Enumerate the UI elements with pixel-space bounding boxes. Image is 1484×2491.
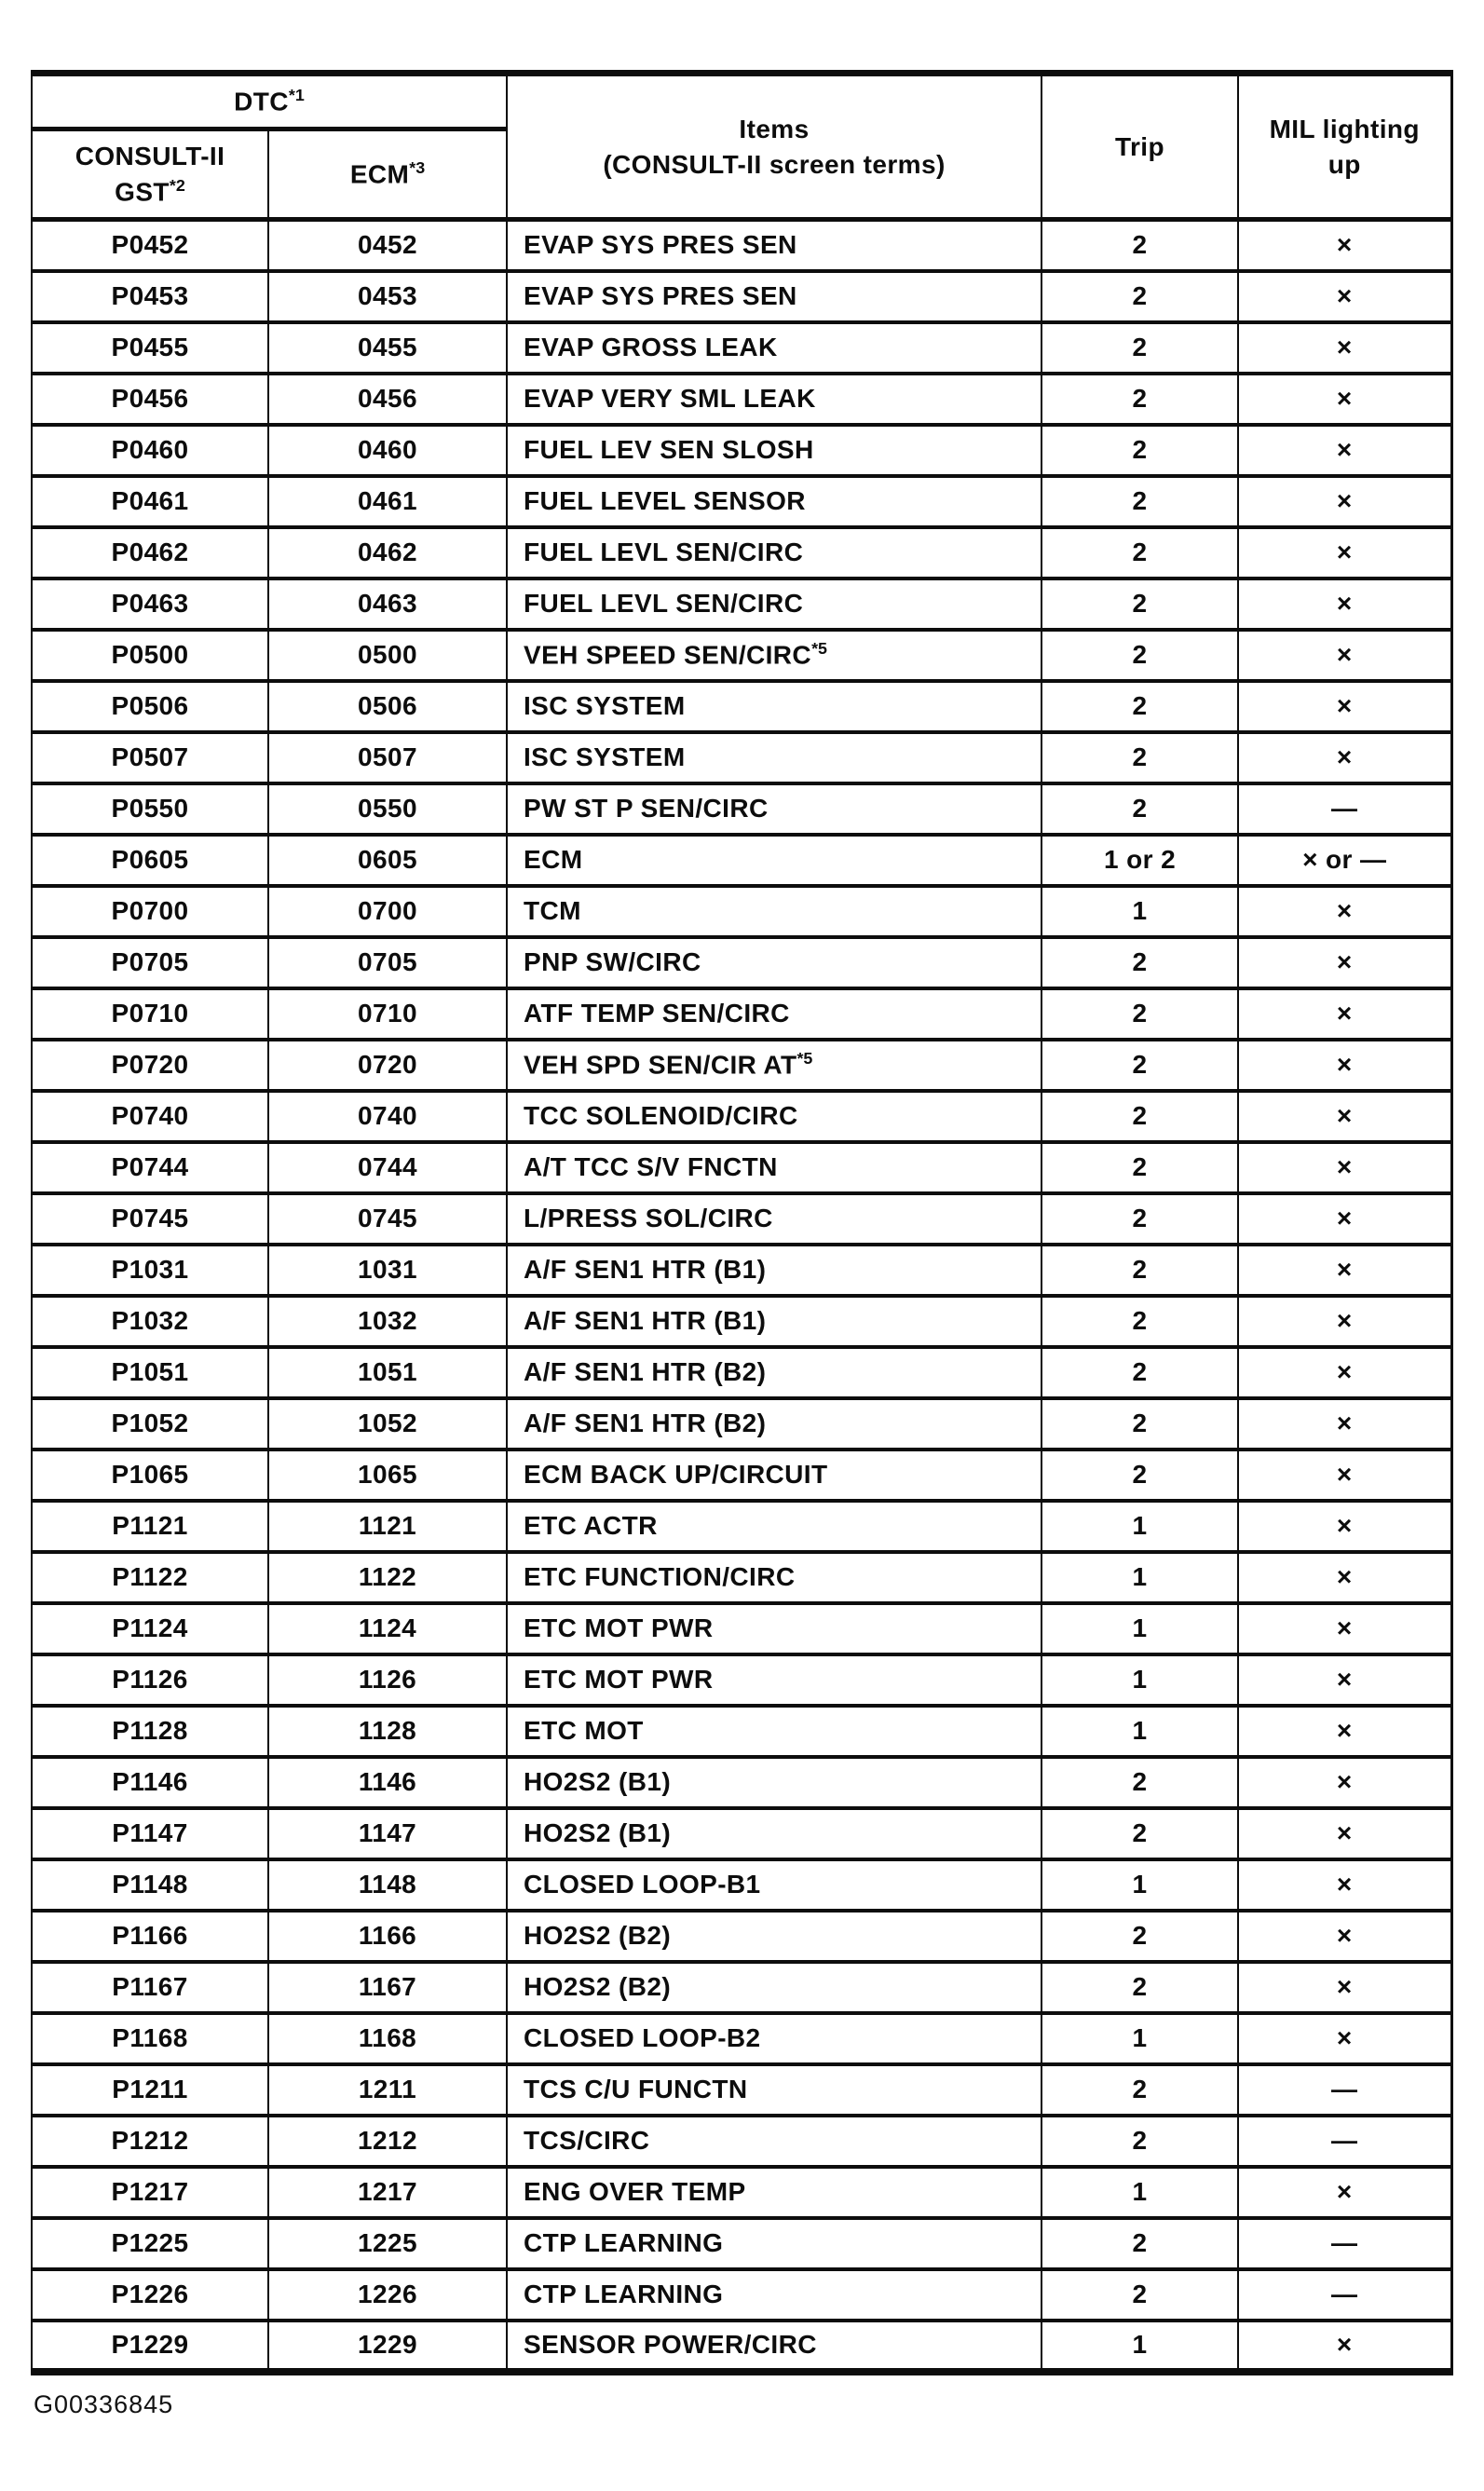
table-row	[32, 2013, 1451, 2064]
cell-mil: ×	[1238, 579, 1451, 630]
cell-ecm-code: 0744	[268, 1142, 507, 1193]
cell-ecm-code: 1065	[268, 1450, 507, 1501]
cell-gst-code: P0463	[32, 579, 268, 630]
table-row	[32, 988, 1451, 1040]
cell-mil: ×	[1238, 527, 1451, 579]
table-row	[32, 1142, 1451, 1193]
table-row	[32, 630, 1451, 681]
header-mil-line1: MIL lighting	[1269, 114, 1420, 143]
header-mil-line2: up	[1327, 149, 1361, 179]
cell-trip: 2	[1042, 1193, 1238, 1245]
cell-mil: ×	[1238, 630, 1451, 681]
cell-ecm-code: 0705	[268, 937, 507, 988]
cell-mil: ×	[1238, 1654, 1451, 1706]
cell-trip: 1	[1042, 1859, 1238, 1911]
cell-trip: 1	[1042, 1552, 1238, 1603]
table-row	[32, 476, 1451, 527]
cell-gst-code: P0507	[32, 732, 268, 783]
cell-mil: ×	[1238, 937, 1451, 988]
header-mil	[1238, 74, 1451, 220]
cell-item: FUEL LEV SEN SLOSH	[507, 425, 1042, 476]
cell-ecm-code: 1121	[268, 1501, 507, 1552]
cell-trip: 2	[1042, 783, 1238, 835]
cell-ecm-code: 0463	[268, 579, 507, 630]
cell-ecm-code: 0740	[268, 1091, 507, 1142]
table-row	[32, 681, 1451, 732]
cell-item: A/T TCC S/V FNCTN	[507, 1142, 1042, 1193]
header-ecm-footnote: *3	[409, 158, 426, 178]
cell-item: A/F SEN1 HTR (B2)	[507, 1347, 1042, 1398]
cell-gst-code: P0705	[32, 937, 268, 988]
cell-ecm-code: 0452	[268, 220, 507, 271]
cell-item: TCS C/U FUNCTN	[507, 2064, 1042, 2116]
cell-ecm-code: 1147	[268, 1808, 507, 1859]
cell-mil: ×	[1238, 1808, 1451, 1859]
cell-gst-code: P0550	[32, 783, 268, 835]
table-row	[32, 1757, 1451, 1808]
table-row	[32, 1962, 1451, 2013]
cell-ecm-code: 1124	[268, 1603, 507, 1654]
cell-ecm-code: 0455	[268, 322, 507, 374]
table-row	[32, 220, 1451, 271]
cell-gst-code: P0462	[32, 527, 268, 579]
cell-trip: 2	[1042, 322, 1238, 374]
cell-item: CTP LEARNING	[507, 2269, 1042, 2321]
table-row	[32, 1398, 1451, 1450]
cell-trip: 2	[1042, 1091, 1238, 1142]
table-row	[32, 2218, 1451, 2269]
cell-item: EVAP SYS PRES SEN	[507, 220, 1042, 271]
header-ecm	[268, 129, 507, 220]
table-row	[32, 1450, 1451, 1501]
table-row	[32, 322, 1451, 374]
table-row	[32, 579, 1451, 630]
cell-item: PW ST P SEN/CIRC	[507, 783, 1042, 835]
cell-gst-code: P0460	[32, 425, 268, 476]
cell-mil: ×	[1238, 1040, 1451, 1091]
header-ecm-label: ECM	[349, 159, 410, 189]
cell-gst-code: P0605	[32, 835, 268, 886]
cell-gst-code: P0461	[32, 476, 268, 527]
cell-trip: 2	[1042, 1962, 1238, 2013]
cell-gst-code: P0744	[32, 1142, 268, 1193]
table-row	[32, 783, 1451, 835]
cell-gst-code: P1167	[32, 1962, 268, 2013]
cell-ecm-code: 1146	[268, 1757, 507, 1808]
cell-trip: 1 or 2	[1042, 835, 1238, 886]
cell-gst-code: P0500	[32, 630, 268, 681]
cell-ecm-code: 0720	[268, 1040, 507, 1091]
cell-trip: 2	[1042, 2269, 1238, 2321]
cell-trip: 2	[1042, 1398, 1238, 1450]
cell-trip: 1	[1042, 2321, 1238, 2372]
cell-item: A/F SEN1 HTR (B1)	[507, 1296, 1042, 1347]
cell-gst-code: P0453	[32, 271, 268, 322]
cell-item: VEH SPEED SEN/CIRC$^{*5}$	[507, 630, 1042, 681]
cell-ecm-code: 1126	[268, 1654, 507, 1706]
cell-gst-code: P0745	[32, 1193, 268, 1245]
cell-mil: ×	[1238, 1193, 1451, 1245]
table-row	[32, 1501, 1451, 1552]
cell-trip: 2	[1042, 579, 1238, 630]
cell-item: SENSOR POWER/CIRC	[507, 2321, 1042, 2372]
dtc-table-body	[32, 220, 1451, 2372]
cell-item: PNP SW/CIRC	[507, 937, 1042, 988]
cell-ecm-code: 1225	[268, 2218, 507, 2269]
cell-gst-code: P1168	[32, 2013, 268, 2064]
cell-trip: 2	[1042, 1040, 1238, 1091]
cell-ecm-code: 0500	[268, 630, 507, 681]
cell-trip: 2	[1042, 220, 1238, 271]
cell-mil: —	[1238, 2116, 1451, 2167]
table-row	[32, 1245, 1451, 1296]
cell-ecm-code: 1052	[268, 1398, 507, 1450]
cell-trip: 2	[1042, 1347, 1238, 1398]
cell-gst-code: P1166	[32, 1911, 268, 1962]
cell-item: FUEL LEVEL SENSOR	[507, 476, 1042, 527]
header-trip	[1042, 74, 1238, 220]
cell-trip: 1	[1042, 1706, 1238, 1757]
header-items	[507, 74, 1042, 220]
cell-item: ENG OVER TEMP	[507, 2167, 1042, 2218]
cell-trip: 2	[1042, 374, 1238, 425]
cell-ecm-code: 1212	[268, 2116, 507, 2167]
cell-ecm-code: 1226	[268, 2269, 507, 2321]
cell-item: ISC SYSTEM	[507, 681, 1042, 732]
cell-trip: 2	[1042, 1245, 1238, 1296]
table-row	[32, 2167, 1451, 2218]
cell-gst-code: P0456	[32, 374, 268, 425]
cell-trip: 1	[1042, 1603, 1238, 1654]
table-row	[32, 1296, 1451, 1347]
cell-item: HO2S2 (B1)	[507, 1757, 1042, 1808]
cell-item: VEH SPD SEN/CIR AT$^{*5}$	[507, 1040, 1042, 1091]
cell-gst-code: P1229	[32, 2321, 268, 2372]
cell-mil: ×	[1238, 1911, 1451, 1962]
cell-mil: ×	[1238, 425, 1451, 476]
cell-mil: ×	[1238, 374, 1451, 425]
cell-gst-code: P0740	[32, 1091, 268, 1142]
table-row	[32, 2269, 1451, 2321]
dtc-table	[31, 70, 1453, 2375]
cell-gst-code: P1212	[32, 2116, 268, 2167]
cell-mil: ×	[1238, 886, 1451, 937]
cell-item: CTP LEARNING	[507, 2218, 1042, 2269]
cell-ecm-code: 0710	[268, 988, 507, 1040]
cell-gst-code: P1122	[32, 1552, 268, 1603]
cell-item: HO2S2 (B1)	[507, 1808, 1042, 1859]
cell-mil: ×	[1238, 1859, 1451, 1911]
cell-ecm-code: 1167	[268, 1962, 507, 2013]
cell-trip: 1	[1042, 1654, 1238, 1706]
cell-mil: ×	[1238, 2167, 1451, 2218]
cell-mil: ×	[1238, 1603, 1451, 1654]
cell-ecm-code: 1128	[268, 1706, 507, 1757]
cell-gst-code: P1217	[32, 2167, 268, 2218]
cell-trip: 1	[1042, 2167, 1238, 2218]
cell-item: FUEL LEVL SEN/CIRC	[507, 579, 1042, 630]
cell-item: ETC FUNCTION/CIRC	[507, 1552, 1042, 1603]
table-row	[32, 1347, 1451, 1398]
cell-item: CLOSED LOOP-B2	[507, 2013, 1042, 2064]
cell-ecm-code: 1148	[268, 1859, 507, 1911]
cell-trip: 2	[1042, 1808, 1238, 1859]
cell-item: TCC SOLENOID/CIRC	[507, 1091, 1042, 1142]
cell-item: EVAP SYS PRES SEN	[507, 271, 1042, 322]
cell-trip: 2	[1042, 1450, 1238, 1501]
cell-mil: ×	[1238, 732, 1451, 783]
cell-ecm-code: 1122	[268, 1552, 507, 1603]
cell-mil: ×	[1238, 1757, 1451, 1808]
cell-mil: ×	[1238, 1142, 1451, 1193]
cell-ecm-code: 0506	[268, 681, 507, 732]
table-row	[32, 1040, 1451, 1091]
cell-mil: ×	[1238, 681, 1451, 732]
cell-mil: ×	[1238, 1962, 1451, 2013]
cell-ecm-code: 0605	[268, 835, 507, 886]
cell-gst-code: P0452	[32, 220, 268, 271]
cell-mil: ×	[1238, 1501, 1451, 1552]
cell-trip: 2	[1042, 2116, 1238, 2167]
table-row	[32, 2064, 1451, 2116]
cell-mil: ×	[1238, 476, 1451, 527]
cell-ecm-code: 0460	[268, 425, 507, 476]
cell-gst-code: P1225	[32, 2218, 268, 2269]
cell-item: EVAP VERY SML LEAK	[507, 374, 1042, 425]
cell-item: TCS/CIRC	[507, 2116, 1042, 2167]
cell-ecm-code: 0462	[268, 527, 507, 579]
cell-ecm-code: 1166	[268, 1911, 507, 1962]
cell-item: ETC ACTR	[507, 1501, 1042, 1552]
cell-trip: 2	[1042, 2064, 1238, 2116]
table-row	[32, 1193, 1451, 1245]
cell-gst-code: P0455	[32, 322, 268, 374]
cell-gst-code: P1032	[32, 1296, 268, 1347]
header-consult-line1: CONSULT-II	[75, 142, 225, 171]
cell-gst-code: P1124	[32, 1603, 268, 1654]
cell-item: ISC SYSTEM	[507, 732, 1042, 783]
cell-ecm-code: 0745	[268, 1193, 507, 1245]
cell-item: ECM	[507, 835, 1042, 886]
cell-mil: ×	[1238, 1706, 1451, 1757]
header-gst-footnote: *2	[169, 175, 185, 195]
cell-item: HO2S2 (B2)	[507, 1911, 1042, 1962]
item-footnote: *5	[811, 639, 827, 659]
cell-item: TCM	[507, 886, 1042, 937]
table-row	[32, 1706, 1451, 1757]
cell-item: ETC MOT PWR	[507, 1654, 1042, 1706]
cell-ecm-code: 1168	[268, 2013, 507, 2064]
cell-gst-code: P0710	[32, 988, 268, 1040]
cell-gst-code: P1126	[32, 1654, 268, 1706]
cell-mil: ×	[1238, 988, 1451, 1040]
cell-mil: ×	[1238, 1091, 1451, 1142]
table-row	[32, 835, 1451, 886]
cell-mil: × or —	[1238, 835, 1451, 886]
table-row	[32, 1859, 1451, 1911]
cell-trip: 2	[1042, 1296, 1238, 1347]
header-dtc-label: DTC	[234, 87, 289, 116]
table-row	[32, 1552, 1451, 1603]
cell-trip: 2	[1042, 2218, 1238, 2269]
cell-ecm-code: 1217	[268, 2167, 507, 2218]
cell-mil: ×	[1238, 2013, 1451, 2064]
cell-item: L/PRESS SOL/CIRC	[507, 1193, 1042, 1245]
table-row	[32, 886, 1451, 937]
header-items-line1: Items	[739, 114, 810, 143]
cell-ecm-code: 1229	[268, 2321, 507, 2372]
cell-gst-code: P0700	[32, 886, 268, 937]
cell-trip: 2	[1042, 937, 1238, 988]
cell-ecm-code: 0507	[268, 732, 507, 783]
table-row	[32, 374, 1451, 425]
cell-mil: ×	[1238, 2321, 1451, 2372]
cell-trip: 2	[1042, 1757, 1238, 1808]
cell-gst-code: P1065	[32, 1450, 268, 1501]
cell-gst-code: P1128	[32, 1706, 268, 1757]
cell-ecm-code: 1051	[268, 1347, 507, 1398]
table-row	[32, 1911, 1451, 1962]
cell-trip: 2	[1042, 425, 1238, 476]
table-row	[32, 2321, 1451, 2372]
cell-trip: 1	[1042, 2013, 1238, 2064]
cell-item: ETC MOT PWR	[507, 1603, 1042, 1654]
cell-item: ATF TEMP SEN/CIRC	[507, 988, 1042, 1040]
header-consult-gst	[32, 129, 268, 220]
header-dtc-footnote: *1	[288, 86, 305, 105]
cell-gst-code: P1052	[32, 1398, 268, 1450]
cell-item: A/F SEN1 HTR (B1)	[507, 1245, 1042, 1296]
cell-trip: 2	[1042, 527, 1238, 579]
cell-mil: ×	[1238, 1552, 1451, 1603]
header-consult-line2: GST$^{*2}$	[115, 175, 185, 207]
cell-mil: —	[1238, 783, 1451, 835]
cell-gst-code: P1147	[32, 1808, 268, 1859]
cell-gst-code: P1211	[32, 2064, 268, 2116]
cell-mil: ×	[1238, 1296, 1451, 1347]
cell-item: ETC MOT	[507, 1706, 1042, 1757]
table-row	[32, 425, 1451, 476]
cell-gst-code: P0720	[32, 1040, 268, 1091]
item-footnote: *5	[796, 1049, 813, 1069]
cell-ecm-code: 0700	[268, 886, 507, 937]
cell-mil: ×	[1238, 1398, 1451, 1450]
cell-trip: 2	[1042, 1911, 1238, 1962]
figure-id: G00336845	[34, 2390, 174, 2418]
header-dtc	[32, 74, 507, 129]
table-row	[32, 1091, 1451, 1142]
cell-trip: 2	[1042, 476, 1238, 527]
cell-ecm-code: 0453	[268, 271, 507, 322]
cell-ecm-code: 1032	[268, 1296, 507, 1347]
cell-item: ECM BACK UP/CIRCUIT	[507, 1450, 1042, 1501]
cell-mil: ×	[1238, 271, 1451, 322]
cell-mil: ×	[1238, 322, 1451, 374]
cell-item: FUEL LEVL SEN/CIRC	[507, 527, 1042, 579]
table-row	[32, 1808, 1451, 1859]
header-trip-label: Trip	[1115, 131, 1164, 161]
cell-trip: 2	[1042, 681, 1238, 732]
cell-ecm-code: 1211	[268, 2064, 507, 2116]
cell-trip: 2	[1042, 1142, 1238, 1193]
cell-trip: 2	[1042, 271, 1238, 322]
cell-item: EVAP GROSS LEAK	[507, 322, 1042, 374]
cell-gst-code: P1148	[32, 1859, 268, 1911]
cell-ecm-code: 0461	[268, 476, 507, 527]
table-row	[32, 732, 1451, 783]
cell-ecm-code: 0456	[268, 374, 507, 425]
cell-gst-code: P1121	[32, 1501, 268, 1552]
cell-gst-code: P1051	[32, 1347, 268, 1398]
cell-trip: 1	[1042, 1501, 1238, 1552]
cell-gst-code: P0506	[32, 681, 268, 732]
cell-trip: 2	[1042, 630, 1238, 681]
table-row	[32, 1603, 1451, 1654]
table-row	[32, 1654, 1451, 1706]
cell-mil: ×	[1238, 1347, 1451, 1398]
cell-ecm-code: 1031	[268, 1245, 507, 1296]
cell-item: HO2S2 (B2)	[507, 1962, 1042, 2013]
cell-mil: ×	[1238, 1450, 1451, 1501]
table-row	[32, 527, 1451, 579]
cell-gst-code: P1031	[32, 1245, 268, 1296]
cell-trip: 1	[1042, 886, 1238, 937]
cell-trip: 2	[1042, 732, 1238, 783]
cell-mil: —	[1238, 2064, 1451, 2116]
cell-gst-code: P1146	[32, 1757, 268, 1808]
cell-trip: 2	[1042, 988, 1238, 1040]
cell-mil: —	[1238, 2269, 1451, 2321]
dtc-table-header	[32, 74, 1451, 220]
cell-mil: ×	[1238, 1245, 1451, 1296]
cell-mil: ×	[1238, 220, 1451, 271]
table-row	[32, 2116, 1451, 2167]
cell-item: A/F SEN1 HTR (B2)	[507, 1398, 1042, 1450]
cell-mil: —	[1238, 2218, 1451, 2269]
cell-ecm-code: 0550	[268, 783, 507, 835]
cell-item: CLOSED LOOP-B1	[507, 1859, 1042, 1911]
header-items-line2: (CONSULT-II screen terms)	[603, 149, 946, 179]
cell-gst-code: P1226	[32, 2269, 268, 2321]
table-row	[32, 937, 1451, 988]
table-row	[32, 271, 1451, 322]
